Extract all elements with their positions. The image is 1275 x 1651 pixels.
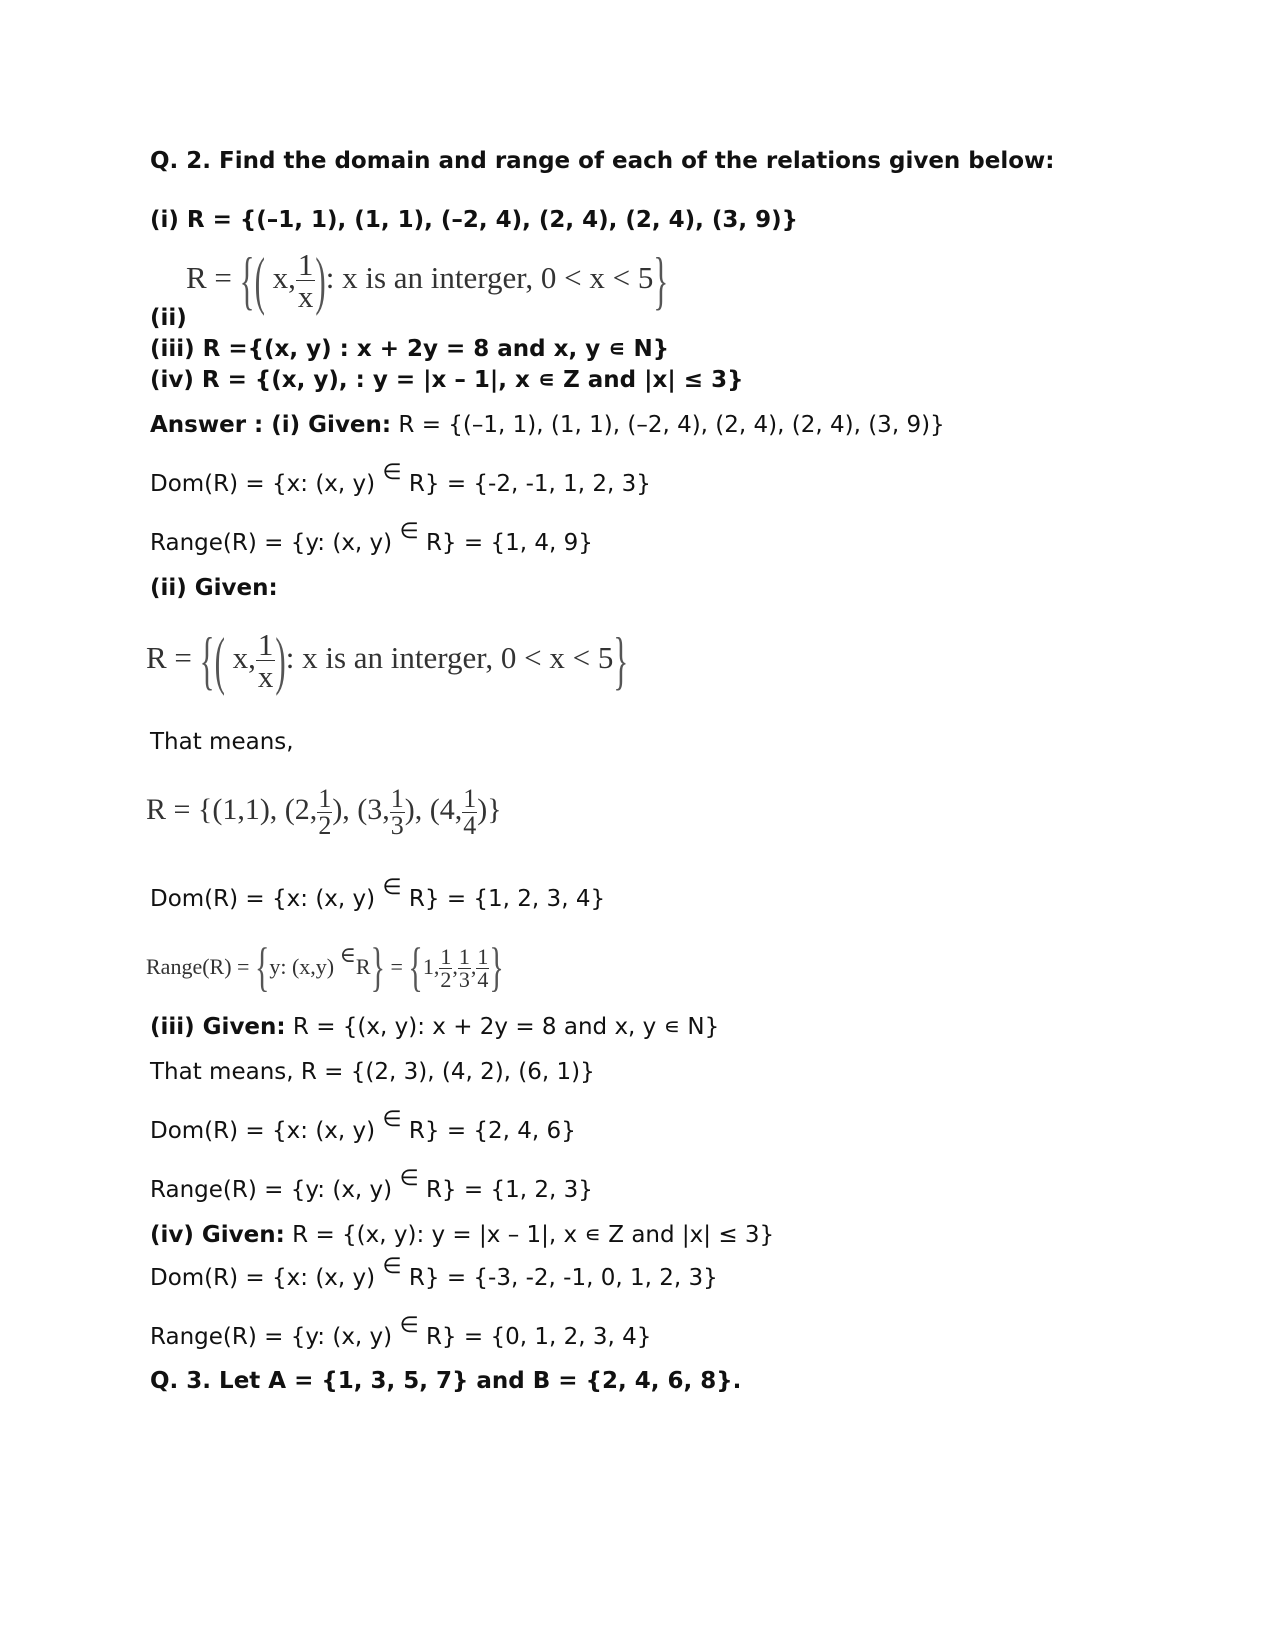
fraction-quarter: $\frac{1}{4}$ [477,944,489,993]
answer-ii-given: (ii) Given: [150,575,278,601]
q2-part-ii-expression: R = {( x, $\frac{1}{x}$ ): x is an interger, 0 < x < 5} [186,240,668,319]
fraction: $\frac{1}{x}$ [257,627,274,695]
answer-ii-range: Range(R) = {y: (x,y) ∈R} = {1, $\frac{1}{2}$ , $\frac{1}{3}$ , $\frac{1}{4}$ } [146,935,504,1001]
element-of-symbol: ∈ [382,1254,402,1279]
element-of-symbol: ∈ [339,942,356,967]
element-of-symbol: ∈ [399,519,419,544]
q2-title: Q. 2. Find the domain and range of each of the relations given below: [150,148,1055,174]
answer-ii-dom: Dom(R) = {x: (x, y) ∈ R} = {1, 2, 3, 4} [150,875,606,912]
answer-iii-given: (iii) Given: R = {(x, y): x + 2y = 8 and x, y ∊ N} [150,1014,720,1040]
q2-part-iii: (iii) R ={(x, y) : x + 2y = 8 and x, y ∊ N} [150,336,670,362]
paren-close: ) [315,243,326,317]
answer-i-given: Answer : (i) Given: R = {(–1, 1), (1, 1), (–2, 4), (2, 4), (2, 4), (3, 9)} [150,412,945,438]
q2-part-iv: (iv) R = {(x, y), : y = |x – 1|, x ∊ Z and |x| ≤ 3} [150,367,744,393]
fraction-half: $\frac{1}{2}$ [318,783,332,840]
element-of-symbol: ∈ [399,1166,419,1191]
fraction-third: $\frac{1}{3}$ [458,944,470,993]
answer-iv-dom: Dom(R) = {x: (x, y) ∈ R} = {-3, -2, -1, 0, 1, 2, 3} [150,1254,718,1291]
answer-ii-set: R = {(1,1), (2, $\frac{1}{2}$ ), (3, $\frac{1}{3}$ ), (4, $\frac{1}{4}$ )} [146,783,502,840]
fraction-third: $\frac{1}{3}$ [390,783,404,840]
q2-part-ii-label: (ii) [150,305,187,331]
element-of-symbol: ∈ [382,1107,402,1132]
brace-close: } [653,243,669,317]
answer-iii-range: Range(R) = {y: (x, y) ∈ R} = {1, 2, 3} [150,1166,593,1203]
brace-open: { [408,938,423,998]
fraction: $\frac{1}{x}$ [297,247,314,315]
brace-open: { [199,623,215,697]
fraction-quarter: $\frac{1}{4}$ [463,783,477,840]
brace-close: } [613,623,629,697]
paren-open: ( [254,243,265,317]
brace-open: { [254,938,270,998]
fraction-half: $\frac{1}{2}$ [440,944,452,993]
answer-iii-dom: Dom(R) = {x: (x, y) ∈ R} = {2, 4, 6} [150,1107,576,1144]
answer-iv-given: (iv) Given: R = {(x, y): y = |x – 1|, x ∊ Z and |x| ≤ 3} [150,1222,775,1248]
element-of-symbol: ∈ [382,875,402,900]
element-of-symbol: ∈ [382,460,402,485]
answer-iii-that-means: That means, R = {(2, 3), (4, 2), (6, 1)} [150,1059,595,1085]
answer-ii-expression: R = {( x, $\frac{1}{x}$ ): x is an interger, 0 < x < 5} [146,620,628,699]
q2-part-i: (i) R = {(–1, 1), (1, 1), (–2, 4), (2, 4), (2, 4), (3, 9)} [150,207,799,233]
answer-i-range: Range(R) = {y: (x, y) ∈ R} = {1, 4, 9} [150,519,593,556]
paren-open: ( [214,623,225,697]
brace-open: { [239,243,255,317]
brace-close: } [370,938,385,998]
paren-close: ) [275,623,286,697]
answer-iv-range: Range(R) = {y: (x, y) ∈ R} = {0, 1, 2, 3, 4} [150,1313,652,1350]
answer-i-dom: Dom(R) = {x: (x, y) ∈ R} = {-2, -1, 1, 2, 3} [150,460,651,497]
element-of-symbol: ∈ [399,1313,419,1338]
q3-title: Q. 3. Let A = {1, 3, 5, 7} and B = {2, 4, 6, 8}. [150,1368,742,1394]
answer-ii-that-means: That means, [150,729,294,755]
brace-close: } [489,938,504,998]
